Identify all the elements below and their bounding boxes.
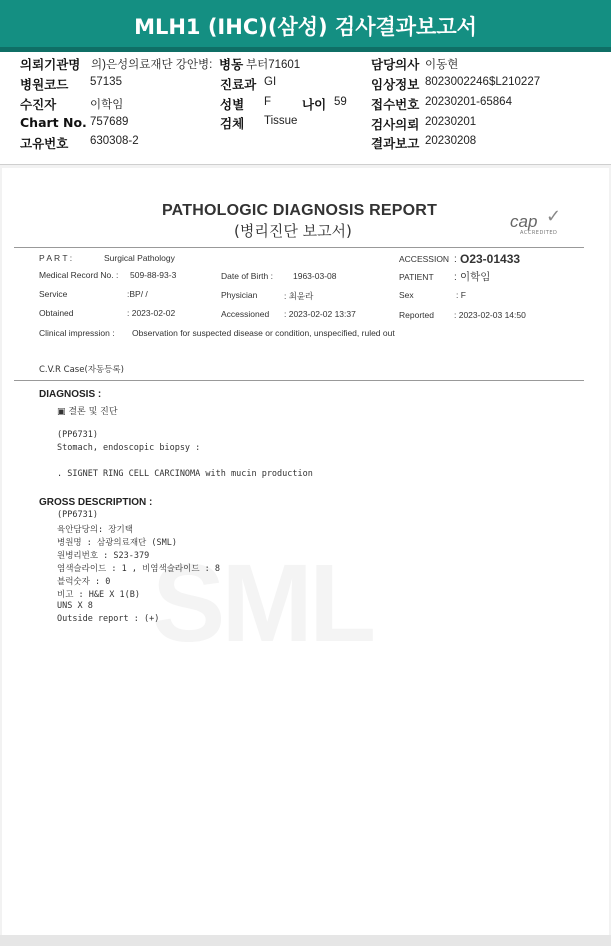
gross-line: 육안담당의: 장기택: [57, 525, 133, 535]
label-age: 나이: [302, 97, 327, 112]
gross-line: (PP6731): [57, 510, 98, 520]
label-doctor: 담당의사: [371, 57, 420, 72]
cap-logo-subtext: ACCREDITED: [520, 230, 558, 236]
label-sex: 성별: [220, 97, 245, 112]
value-sex: F: [264, 96, 272, 108]
value-hospital-code: 57135: [90, 76, 122, 88]
accession-value: O23-01433: [460, 252, 521, 266]
label-chart-no: Chart No.: [20, 115, 87, 130]
middle-rule: [14, 380, 584, 381]
report-heading: PATHOLOGIC DIAGNOSIS REPORT: [162, 202, 438, 219]
dob-label: Date of Birth :: [221, 271, 273, 281]
watermark: [152, 540, 372, 667]
cap-accredited-logo: [510, 206, 570, 238]
label-clinical-info: 임상정보: [371, 77, 420, 92]
label-department: 진료과: [220, 77, 257, 92]
label-result-report: 결과보고: [371, 136, 420, 151]
value-doctor: 이동현: [425, 59, 459, 71]
value-ward: 부터71601: [246, 59, 301, 71]
part-value: Surgical Pathology: [104, 253, 175, 263]
cvr-case: C.V.R Case(자동등록): [39, 365, 124, 375]
label-hospital-code: 병원코드: [20, 77, 69, 92]
label-ward: 병동: [219, 57, 244, 72]
value-specimen: Tissue: [264, 115, 298, 127]
clinical-impression-label: Clinical impression :: [39, 328, 115, 338]
summary-header: [0, 52, 611, 165]
bottom-strip: [0, 935, 611, 946]
diagnosis-line: (PP6731): [57, 430, 98, 440]
mrn-value: 509-88-93-3: [130, 270, 177, 280]
accession-label: ACCESSION: [399, 254, 450, 264]
label-receipt-no: 접수번호: [371, 97, 420, 112]
value-clinical-info: 8023002246$L210227: [425, 76, 541, 88]
gross-line: UNS X 8: [57, 601, 93, 611]
reported-value: : 2023-02-03 14:50: [454, 310, 526, 320]
service-value: :BP/ /: [127, 289, 148, 299]
diagnosis-subheading: ▣ 결론 및 진단: [57, 407, 118, 417]
accession-colon: :: [454, 254, 457, 265]
sex-label: Sex: [399, 290, 414, 300]
obtained-label: Obtained: [39, 308, 74, 318]
value-age: 59: [334, 96, 347, 108]
value-chart-no: 757689: [90, 116, 129, 128]
part-label: P A R T :: [39, 253, 73, 263]
report-title: MLH1 (IHC)(삼성) 검사결과보고서: [134, 15, 477, 39]
gross-line: 병원명 : 삼광의료재단 (SML): [57, 538, 177, 548]
value-referring-institution: 의)은성의료재단 강안병:: [91, 59, 213, 71]
label-specimen: 검체: [220, 116, 245, 131]
diagnosis-heading: DIAGNOSIS :: [39, 389, 102, 400]
pathology-report-page: [2, 168, 609, 935]
gross-line: 비고 : H&E X 1(B): [57, 590, 140, 600]
sex-value: : F: [456, 290, 466, 300]
value-test-request: 20230201: [425, 116, 477, 128]
gross-line: 블럭숫자 : 0: [57, 577, 111, 587]
patient-label: PATIENT: [399, 272, 434, 282]
value-department: GI: [264, 76, 277, 88]
physician-label: Physician: [221, 290, 258, 300]
top-rule: [14, 247, 584, 248]
dob-value: 1963-03-08: [293, 271, 337, 281]
service-label: Service: [39, 289, 68, 299]
reported-label: Reported: [399, 310, 434, 320]
physician-value: : 최윤라: [284, 291, 314, 301]
cap-logo-text: cap: [510, 212, 538, 231]
gross-line: 원병리번호 : S23-379: [57, 551, 150, 561]
checkmark-icon: ✓: [546, 206, 562, 227]
gross-line: Outside report : (+): [57, 614, 160, 624]
gross-description-heading: GROSS DESCRIPTION :: [39, 497, 153, 508]
value-unique-no: 630308-2: [90, 135, 139, 147]
accessioned-label: Accessioned: [221, 309, 270, 319]
clinical-impression-value: Observation for suspected disease or condition, unspecified, ruled out: [132, 328, 395, 338]
accessioned-value: : 2023-02-02 13:37: [284, 309, 356, 319]
label-unique-no: 고유번호: [20, 136, 69, 151]
patient-value: 이학임: [460, 271, 491, 283]
obtained-value: : 2023-02-02: [127, 308, 176, 318]
label-referring-institution: 의뢰기관명: [20, 57, 81, 72]
label-test-request: 검사의뢰: [371, 117, 420, 132]
report-subheading: (병리진단 보고서): [234, 222, 352, 240]
label-patient: 수진자: [20, 97, 57, 112]
value-patient: 이학임: [90, 99, 124, 111]
diagnosis-line: Stomach, endoscopic biopsy :: [57, 443, 201, 453]
report-title-bar: [0, 0, 611, 47]
value-result-report: 20230208: [425, 135, 477, 147]
patient-colon: :: [454, 272, 457, 283]
gross-line: 염색슬라이드 : 1 , 비염색슬라이드 : 8: [57, 564, 221, 574]
diagnosis-line: . SIGNET RING CELL CARCINOMA with mucin production: [57, 469, 313, 479]
value-receipt-no: 20230201-65864: [425, 96, 512, 108]
mrn-label: Medical Record No. :: [39, 270, 119, 280]
